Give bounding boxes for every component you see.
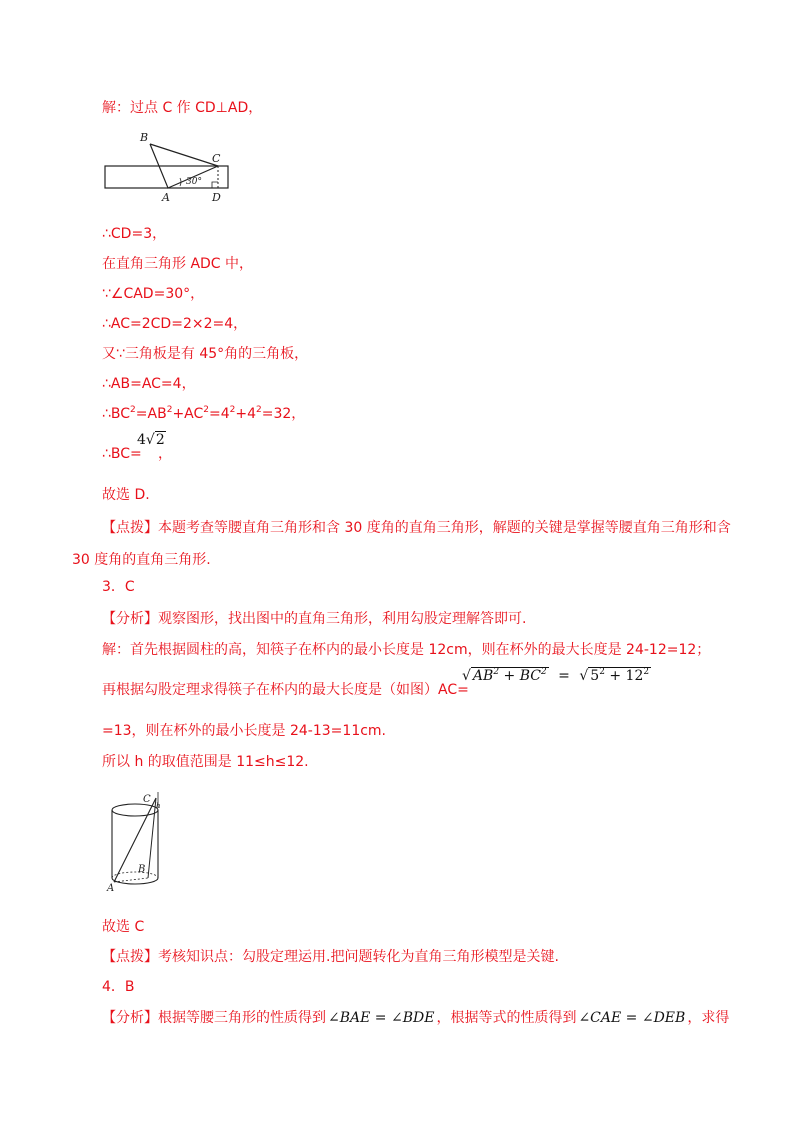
question-4: 4．B	[102, 979, 135, 995]
label-d: D	[212, 191, 221, 204]
analysis-4: 【分析】根据等腰三角形的性质得到 ∠BAE = ∠BDE ，根据等式的性质得到 ∠CAE = ∠DEB ，求得	[102, 1010, 730, 1026]
line-bc-result: ∴BC=	[102, 446, 142, 462]
line-angle-cad: ∵∠CAD=30°，	[102, 286, 205, 302]
solution-3-range: 所以 h 的取值范围是 11≤h≤12.	[102, 754, 309, 770]
label-a: A	[162, 191, 170, 204]
solution-3: 解：首先根据圆柱的高，知筷子在杯内的最小长度是 12cm，则在杯外的最大长度是 24-12=12；	[102, 642, 711, 658]
cylinder-figure	[100, 788, 180, 894]
tip-1-cont: 30 度角的直角三角形.	[72, 552, 211, 568]
analysis-3: 【分析】观察图形，找出图中的直角三角形，利用勾股定理解答即可.	[102, 611, 527, 627]
line-ab: ∴AB=AC=4，	[102, 376, 196, 392]
solution-3-ac: 再根据勾股定理求得筷子在杯内的最大长度是（如图）AC=	[102, 682, 469, 698]
label-c: C	[212, 152, 221, 165]
line-cd: ∴CD=3，	[102, 226, 167, 242]
eq-cae-deb: ∠CAE = ∠DEB	[578, 1010, 686, 1026]
tip-3: 【点拨】考核知识点：勾股定理运用.把问题转化为直角三角形模型是关键.	[102, 949, 559, 965]
label-c2: C	[143, 794, 151, 805]
bc-radical: 4√2	[137, 432, 165, 448]
solution-intro: 解：过点 C 作 CD⊥AD，	[102, 100, 263, 116]
label-b: B	[140, 131, 149, 144]
line-bc-squared: $\therefore BC^2=AB^2+AC^2=4^2+4^2=32$，	[102, 405, 306, 422]
label-a2: A	[107, 883, 115, 894]
answer-d: 故选 D.	[102, 487, 150, 503]
solution-3-result: =13，则在杯外的最小长度是 24-13=11cm.	[102, 723, 387, 739]
question-3: 3．C	[102, 579, 135, 595]
line-bc-comma: ，	[158, 446, 172, 462]
answer-c: 故选 C	[102, 919, 145, 935]
line-ac: ∴AC=2CD=2×2=4，	[102, 316, 248, 332]
label-angle: 30°	[186, 177, 202, 187]
line-triangle-ruler: 又∵三角板是有 45°角的三角板，	[102, 346, 309, 362]
triangle-figure	[100, 128, 240, 204]
line-triangle-adc: 在直角三角形 ADC 中，	[102, 256, 254, 272]
ac-formula: √ $AB^2 + BC^2$ = √ $5^2 + 12^2$	[462, 667, 650, 684]
eq-bae-bde: ∠BAE = ∠BDE	[328, 1010, 435, 1026]
label-h: h	[156, 802, 161, 810]
label-b2: B	[138, 864, 146, 875]
tip-1: 【点拨】本题考查等腰直角三角形和含 30 度角的直角三角形，解题的关键是掌握等腰直角三角形和含	[102, 520, 731, 536]
